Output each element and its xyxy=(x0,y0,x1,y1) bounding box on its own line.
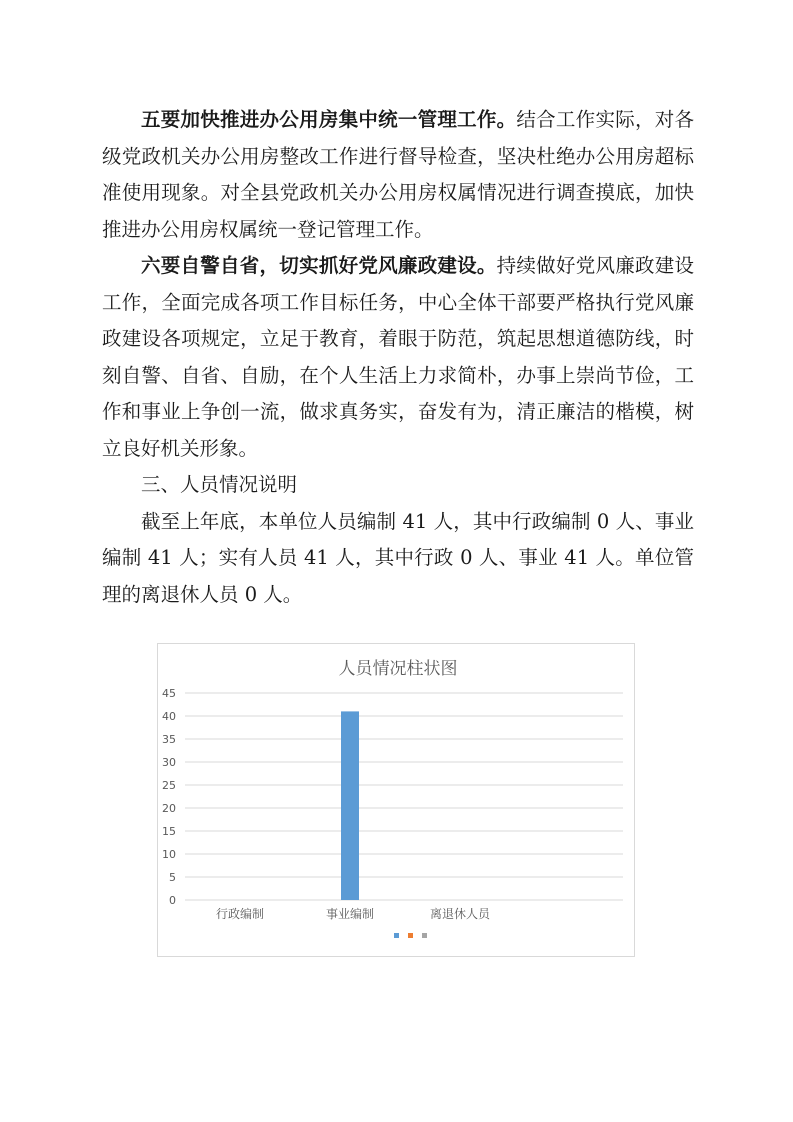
paragraph-text: 持续做好党风廉政建设工作，全面完成各项工作目标任务，中心全体干部要严格执行党风廉政建设各项规定，立足于教育，着眼于防范，筑起思想道德防线，时刻自警、自省、自励，在个人生活上力求简朴，办事上崇尚节俭，工作和事业上争创一流，做求真务实，奋发有为，清正廉洁的楷模，树立良好机关形象。 xyxy=(102,254,694,460)
paragraph-heading: 五要加快推进办公用房集中统一管理工作。 xyxy=(141,108,517,131)
chart-x-labels xyxy=(216,906,491,921)
x-tick-label: 离退休人员 xyxy=(429,907,491,921)
staff-bar-chart xyxy=(157,643,635,957)
legend-swatch xyxy=(422,933,427,938)
y-tick-label: 15 xyxy=(162,825,176,838)
paragraph-text: 结合工作实际，对各级党政机关办公用房整改工作进行督导检查，坚决杜绝办公用房超标准使用现象。对全县党政机关办公用房权属情况进行调查摸底，加快推进办公用房权属统一登记管理工作。 xyxy=(102,108,694,241)
y-tick-label: 45 xyxy=(162,687,176,700)
y-tick-label: 35 xyxy=(162,733,176,746)
y-tick-label: 5 xyxy=(169,871,176,884)
document-body xyxy=(102,102,694,613)
chart-bars xyxy=(341,711,359,900)
x-tick-label: 行政编制 xyxy=(215,907,265,921)
y-tick-label: 0 xyxy=(169,894,176,907)
bar xyxy=(341,711,359,900)
y-tick-label: 25 xyxy=(162,779,176,792)
x-tick-label: 事业编制 xyxy=(325,907,375,921)
y-tick-label: 30 xyxy=(162,756,176,769)
y-tick-label: 40 xyxy=(162,710,176,723)
chart-title: 人员情况柱状图 xyxy=(338,659,458,679)
legend-swatch xyxy=(394,933,399,938)
section-heading: 三、人员情况说明 xyxy=(141,473,298,496)
legend-swatch xyxy=(408,933,413,938)
y-tick-label: 20 xyxy=(162,802,176,815)
paragraph-heading: 六要自警自省，切实抓好党风廉政建设。 xyxy=(141,254,497,277)
y-tick-label: 10 xyxy=(162,848,176,861)
chart-grid xyxy=(162,687,623,907)
paragraph-office-housing xyxy=(102,102,694,248)
paragraph-integrity xyxy=(102,248,694,467)
staffing-paragraph: 截至上年底，本单位人员编制 41 人，其中行政编制 0 人、事业编制 41 人；实有人员 41 人，其中行政 0 人、事业 41 人。单位管理的离退休人员 0 人。 xyxy=(102,509,694,606)
chart-canvas xyxy=(158,644,634,956)
chart-legend xyxy=(394,933,427,938)
